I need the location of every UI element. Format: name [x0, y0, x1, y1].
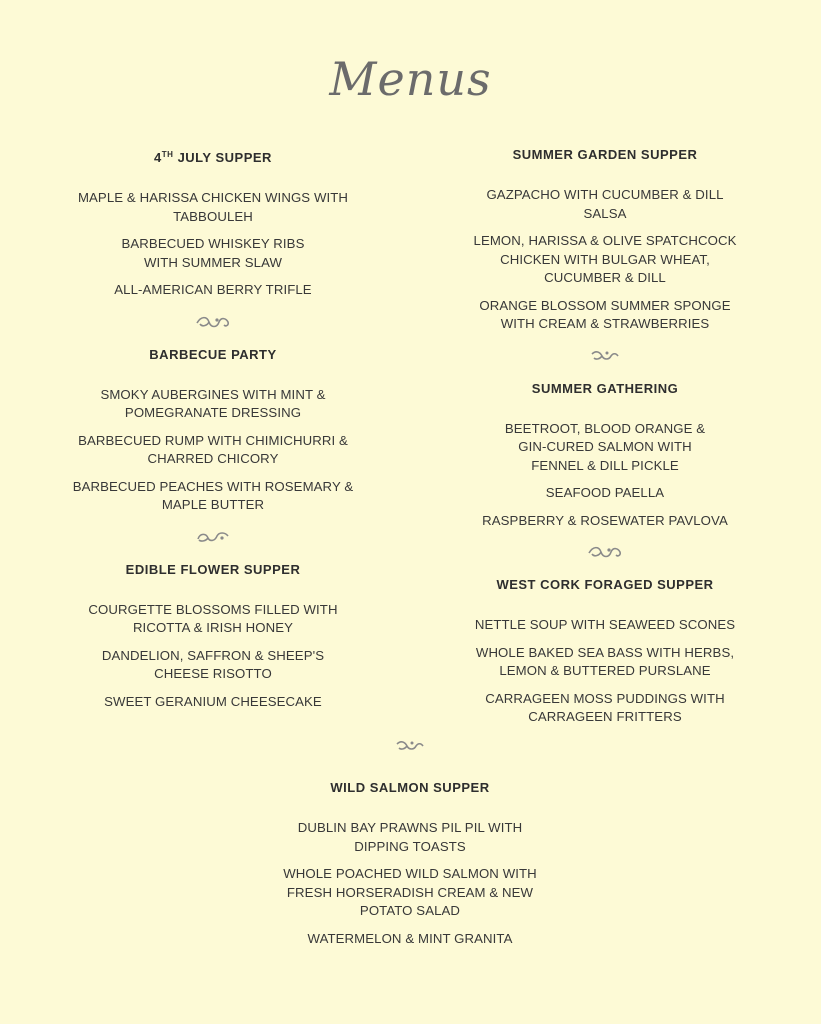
section-title: EDIBLE FLOWER SUPPER: [125, 561, 301, 577]
section-title: SUMMER GARDEN SUPPER: [512, 147, 698, 162]
section-title: WEST CORK FORAGED SUPPER: [496, 577, 714, 592]
section-barbecue-party: [43, 346, 383, 515]
flourish-ornament-icon: [395, 738, 425, 759]
section-west-cork-foraged-supper: [435, 576, 775, 727]
menu-item: BEETROOT, BLOOD ORANGE & GIN-CURED SALMON WITH FENNEL & DILL PICKLE: [504, 420, 706, 473]
menu-item: DANDELION, SAFFRON & SHEEP'S CHEESE RISOTTO: [101, 647, 325, 681]
page-title: Menus: [329, 52, 492, 106]
section-title: SUMMER GATHERING: [531, 380, 679, 396]
section-title: [43, 146, 383, 167]
menu-item: NETTLE SOUP WITH SEAWEED SCONES: [474, 617, 736, 632]
menu-item: WATERMELON & MINT GRANITA: [307, 930, 513, 946]
bottom-column: [240, 779, 580, 957]
section-summer-gathering: [435, 380, 775, 531]
menu-item: ALL-AMERICAN BERRY TRIFLE: [114, 282, 312, 297]
menu-item: SMOKY AUBERGINES WITH MINT & POMEGRANATE DRESSING: [100, 386, 326, 420]
menu-item: MAPLE & HARISSA CHICKEN WINGS WITH TABBOULEH: [77, 190, 349, 224]
flourish-ornament-icon: [435, 544, 775, 562]
title-superscript: TH: [161, 150, 174, 159]
right-column: [435, 146, 775, 736]
menu-item: GAZPACHO WITH CUCUMBER & DILL SALSA: [486, 187, 724, 221]
menu-item: SWEET GERANIUM CHEESECAKE: [104, 693, 322, 709]
section-title: BARBECUE PARTY: [149, 346, 277, 362]
menu-item: ORANGE BLOSSOM SUMMER SPONGE WITH CREAM & STRAWBERRIES: [479, 297, 731, 331]
flourish-ornament-icon: [43, 529, 383, 547]
menu-item: BARBECUED WHISKEY RIBS WITH SUMMER SLAW: [121, 236, 305, 270]
menu-item: BARBECUED RUMP WITH CHIMICHURRI & CHARRED CHICORY: [78, 432, 348, 466]
menu-item: RASPBERRY & ROSEWATER PAVLOVA: [482, 512, 728, 528]
left-column: [43, 146, 383, 720]
menu-item: BARBECUED PEACHES WITH ROSEMARY & MAPLE BUTTER: [72, 478, 354, 512]
flourish-ornament-icon: [43, 314, 383, 332]
section-wild-salmon-supper: [240, 779, 580, 948]
flourish-ornament-icon: [435, 348, 775, 366]
section-summer-garden-supper: [435, 146, 775, 334]
menu-item: SEAFOOD PAELLA: [545, 485, 665, 500]
section-title: WILD SALMON SUPPER: [330, 780, 490, 795]
menu-item: WHOLE POACHED WILD SALMON WITH FRESH HORSERADISH CREAM & NEW POTATO SALAD: [283, 866, 537, 918]
title-number: 4: [154, 150, 162, 165]
menu-item: WHOLE BAKED SEA BASS WITH HERBS, LEMON & BUTTERED PURSLANE: [475, 644, 735, 678]
menu-item: CARRAGEEN MOSS PUDDINGS WITH CARRAGEEN FRITTERS: [485, 690, 725, 724]
menu-item: COURGETTE BLOSSOMS FILLED WITH RICOTTA & IRISH HONEY: [88, 601, 338, 635]
section-edible-flower-supper: [43, 561, 383, 712]
menu-item: LEMON, HARISSA & OLIVE SPATCHCOCK CHICKEN WITH BULGAR WHEAT, CUCUMBER & DILL: [473, 233, 737, 285]
menu-item: DUBLIN BAY PRAWNS PIL PIL WITH DIPPING TOASTS: [297, 820, 523, 854]
section-4th-july-supper: [43, 146, 383, 300]
title-text: JULY SUPPER: [173, 150, 272, 165]
